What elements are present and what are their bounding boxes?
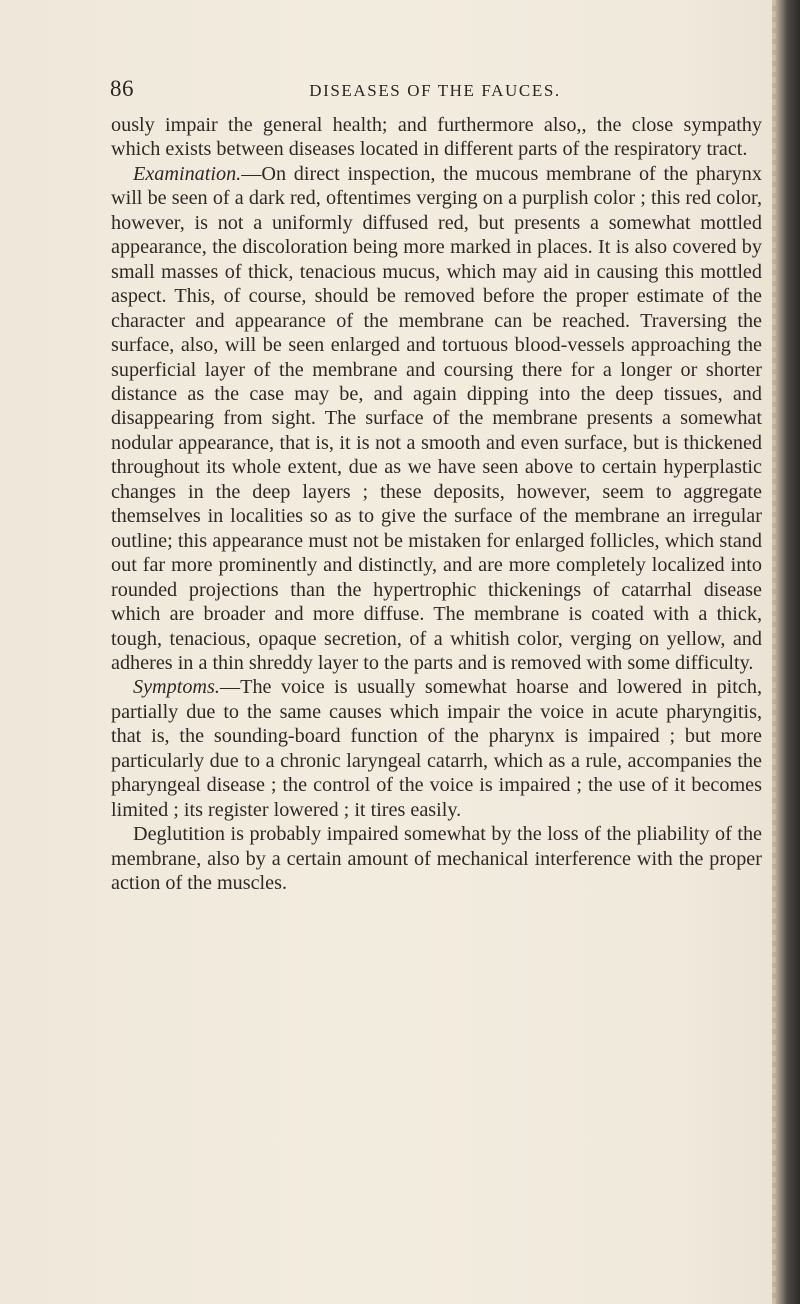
section-lead-symptoms: Symptoms.	[133, 676, 220, 699]
body-text	[111, 113, 762, 896]
paragraph-text: ously impair the general health; and furthermore also,, the close sympathy which exists between diseases located in different parts of the respiratory tract.	[111, 114, 762, 161]
running-head: DISEASES OF THE FAUCES.	[309, 81, 561, 100]
paragraph-examination	[111, 162, 762, 676]
paragraph-text: —The voice is usually somewhat hoarse and lowered in pitch, partially due to the same causes which impair the voice in acute pharyngitis, that is, the sounding-board function of the pharynx is impaired ; but more particularly due to a chronic laryngeal catarrh, which as a rule, accompanies the pharyngeal disease ; the control of the voice is impaired ; the use of it becomes limited ; its register lowered ; it tires easily.	[111, 676, 762, 821]
paragraph-continuation	[111, 113, 762, 162]
section-lead-examination: Examination.	[133, 162, 242, 185]
page-edge-shadow	[772, 0, 800, 1304]
paragraph-text: Deglutition is probably impaired somewhat by the loss of the pliability of the membrane, also by a certain amount of mechanical interference with the proper action of the muscles.	[111, 823, 762, 895]
page-header	[110, 76, 760, 106]
paragraph-text: —On direct inspection, the mucous membrane of the pharynx will be seen of a dark red, oftentimes verging on a purplish color ; this red color, however, is not a uniformly diffused red, but presents a somewhat mottled appearance, the discoloration being more marked in places. It is also covered by small masses of thick, tenacious mucus, which may aid in causing this mottled aspect. This, of course, should be removed before the proper estimate of the character and appearance of the membrane can be reached. Traversing the surface, also, will be seen enlarged and tortuous blood-vessels approaching the superficial layer of the membrane and coursing there for a longer or shorter distance as the case may be, and again dipping into the deep tissues, and disappearing from sight. The surface of the membrane presents a somewhat nodular appearance, that is, it is not a smooth and even surface, but is thickened throughout its whole extent, due as we have seen above to certain hyperplastic changes in the deep layers ; these deposits, however, seem to aggregate themselves in localities so as to give the surface of the membrane an irregular outline; this appearance must not be mistaken for enlarged follicles, which stand out far more prominently and distinctly, and are more completely localized into rounded projections than the hypertrophic thickenings of catarrhal disease which are broader and more diffuse. The membrane is coated with a thick, tough, tenacious, opaque secretion, of a whitish color, verging on yellow, and adheres in a thin shreddy layer to the parts and is removed with some difficulty.	[111, 162, 762, 674]
paragraph-deglutition	[111, 822, 762, 895]
page-number: 86	[110, 76, 134, 101]
paragraph-symptoms	[111, 675, 762, 822]
